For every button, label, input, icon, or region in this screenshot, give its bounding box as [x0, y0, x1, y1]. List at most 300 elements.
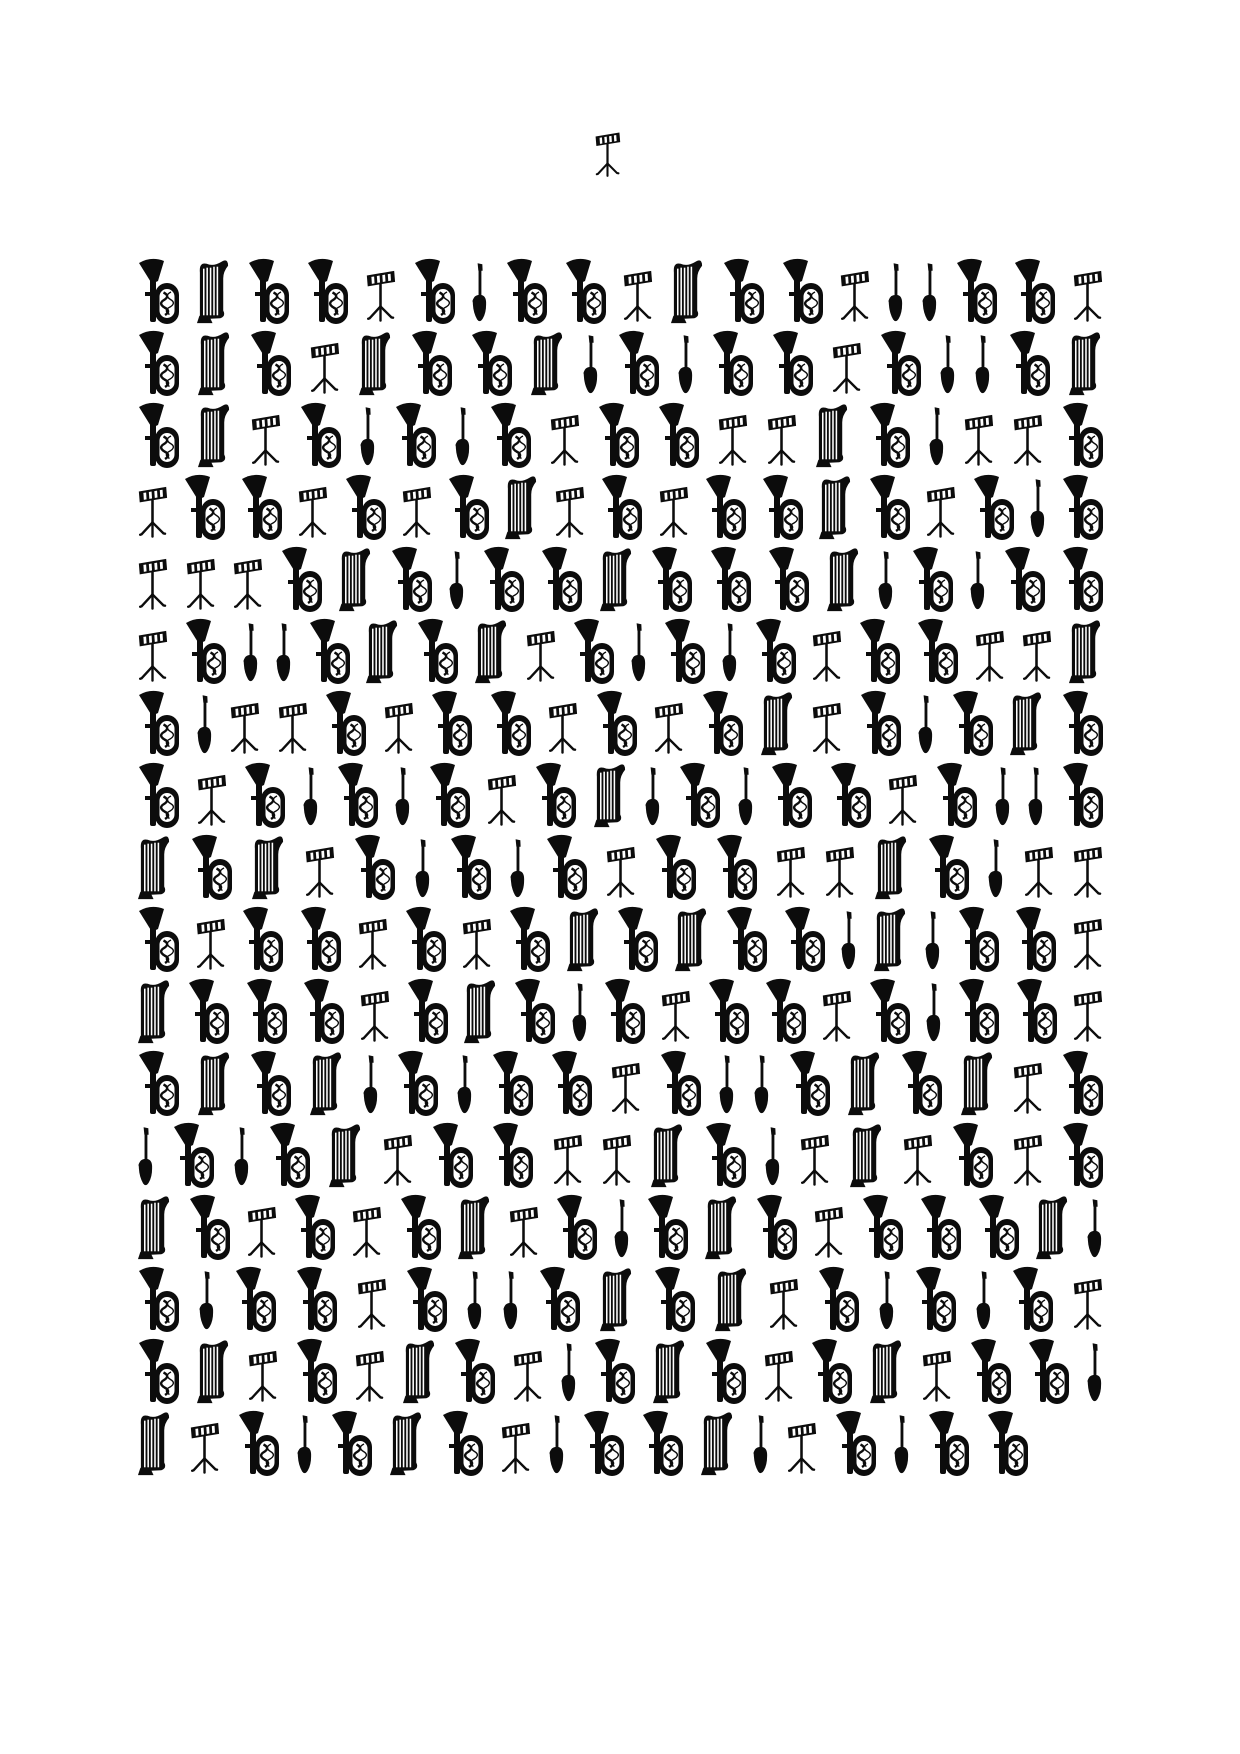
tuba-icon: [754, 618, 796, 684]
music-stand-icon: [351, 1203, 382, 1260]
harp-icon: [566, 906, 601, 972]
tuba-icon: [1061, 474, 1103, 540]
tuba-icon: [137, 258, 179, 324]
music-stand-icon: [813, 1203, 844, 1260]
music-stand-icon: [768, 1275, 799, 1332]
tuba-icon: [268, 1122, 310, 1188]
music-stand-icon: [277, 699, 308, 756]
instrument-pattern-grid: [137, 252, 1103, 1476]
music-stand-icon: [549, 411, 580, 468]
tuba-icon: [353, 834, 395, 900]
harp-icon: [457, 1194, 492, 1260]
music-stand-icon: [839, 267, 870, 324]
harp-icon: [849, 1122, 884, 1188]
tuba-icon: [951, 690, 993, 756]
music-stand-icon: [383, 699, 414, 756]
tuba-icon: [308, 618, 350, 684]
tuba-icon: [430, 690, 472, 756]
electric-guitar-icon: [752, 1414, 769, 1476]
tuba-icon: [927, 834, 969, 900]
tuba-icon: [295, 1338, 337, 1404]
electric-guitar-icon: [137, 1126, 154, 1188]
tuba-icon: [650, 546, 692, 612]
tuba-icon: [249, 330, 291, 396]
electric-guitar-icon: [677, 334, 694, 396]
pattern-row-7: [137, 684, 1103, 756]
tuba-icon: [1008, 330, 1050, 396]
tuba-icon: [299, 402, 341, 468]
tuba-icon: [137, 762, 179, 828]
electric-guitar-icon: [887, 262, 904, 324]
tuba-icon: [868, 978, 910, 1044]
lone-music-stand-icon: [594, 130, 621, 178]
pattern-row-12: [137, 1044, 1103, 1116]
tuba-icon: [770, 762, 812, 828]
music-stand-icon: [658, 483, 689, 540]
harp-icon: [674, 906, 709, 972]
pattern-row-1: [137, 252, 1103, 324]
harp-icon: [652, 1338, 687, 1404]
harp-icon: [196, 1338, 231, 1404]
music-stand-icon: [137, 483, 168, 540]
electric-guitar-icon: [296, 1414, 313, 1476]
tuba-icon: [187, 978, 229, 1044]
music-stand-icon: [354, 1347, 385, 1404]
pattern-row-14: [137, 1188, 1103, 1260]
tuba-icon: [653, 1266, 695, 1332]
tuba-icon: [190, 834, 232, 900]
electric-guitar-icon: [233, 1126, 250, 1188]
tuba-icon: [413, 258, 455, 324]
tuba-icon: [1027, 1338, 1069, 1404]
tuba-icon: [505, 258, 547, 324]
tuba-icon: [1061, 546, 1103, 612]
tuba-icon: [137, 330, 179, 396]
electric-guitar-icon: [454, 406, 471, 468]
electric-guitar-icon: [925, 982, 942, 1044]
electric-guitar-icon: [1027, 766, 1044, 828]
music-stand-icon: [653, 699, 684, 756]
music-stand-icon: [1012, 1131, 1043, 1188]
tuba-icon: [416, 618, 458, 684]
music-stand-icon: [622, 267, 653, 324]
harp-icon: [704, 1194, 739, 1260]
tuba-icon: [663, 618, 705, 684]
tuba-icon: [1061, 762, 1103, 828]
pattern-row-6: [137, 612, 1103, 684]
electric-guitar-icon: [509, 838, 526, 900]
tuba-icon: [783, 906, 825, 972]
electric-guitar-icon: [644, 766, 661, 828]
electric-guitar-icon: [560, 1342, 577, 1404]
tuba-icon: [955, 258, 997, 324]
pattern-row-15: [137, 1260, 1103, 1332]
music-stand-icon: [359, 987, 390, 1044]
harp-icon: [869, 1338, 904, 1404]
tuba-icon: [1061, 402, 1103, 468]
harp-icon: [874, 834, 909, 900]
music-stand-icon: [717, 411, 748, 468]
music-stand-icon: [610, 1059, 641, 1116]
tuba-icon: [243, 762, 285, 828]
tuba-icon: [1011, 1266, 1053, 1332]
tuba-icon: [600, 474, 642, 540]
electric-guitar-icon: [394, 766, 411, 828]
music-stand-icon: [250, 411, 281, 468]
harp-icon: [960, 1050, 995, 1116]
tuba-icon: [390, 546, 432, 612]
music-stand-icon: [763, 1347, 794, 1404]
music-stand-icon: [811, 627, 842, 684]
tuba-icon: [247, 258, 289, 324]
music-stand-icon: [1072, 987, 1103, 1044]
music-stand-icon: [811, 699, 842, 756]
tuba-icon: [861, 1194, 903, 1260]
music-stand-icon: [921, 1347, 952, 1404]
tuba-icon: [1015, 978, 1057, 1044]
tuba-icon: [336, 762, 378, 828]
harp-icon: [365, 618, 400, 684]
tuba-icon: [641, 1410, 683, 1476]
harp-icon: [504, 474, 539, 540]
electric-guitar-icon: [359, 406, 376, 468]
electric-guitar-icon: [198, 1270, 215, 1332]
tuba-icon: [722, 258, 764, 324]
tuba-icon: [725, 906, 767, 972]
tuba-icon: [404, 906, 446, 972]
tuba-icon: [859, 690, 901, 756]
electric-guitar-icon: [1086, 1198, 1103, 1260]
tuba-icon: [1061, 1050, 1103, 1116]
tuba-icon: [344, 474, 386, 540]
tuba-icon: [172, 1122, 214, 1188]
electric-guitar-icon: [414, 838, 431, 900]
pattern-row-5: [137, 540, 1103, 612]
tuba-icon: [550, 1050, 592, 1116]
music-stand-icon: [605, 843, 636, 900]
tuba-icon: [911, 546, 953, 612]
music-stand-icon: [508, 1203, 539, 1260]
tuba-icon: [482, 546, 524, 612]
tuba-icon: [453, 1338, 495, 1404]
electric-guitar-icon: [242, 622, 259, 684]
electric-guitar-icon: [571, 982, 588, 1044]
tuba-icon: [957, 978, 999, 1044]
tuba-icon: [245, 978, 287, 1044]
tuba-icon: [513, 978, 555, 1044]
harp-icon: [815, 402, 850, 468]
tuba-icon: [781, 258, 823, 324]
music-stand-icon: [766, 411, 797, 468]
harp-icon: [1009, 690, 1044, 756]
harp-icon: [593, 762, 628, 828]
electric-guitar-icon: [1029, 478, 1046, 540]
electric-guitar-icon: [502, 1270, 519, 1332]
harp-icon: [599, 1266, 634, 1332]
tuba-icon: [771, 330, 813, 396]
harp-icon: [389, 1410, 424, 1476]
tuba-icon: [707, 978, 749, 1044]
tuba-icon: [410, 330, 452, 396]
tuba-icon: [137, 402, 179, 468]
harp-icon: [251, 834, 286, 900]
tuba-icon: [704, 1338, 746, 1404]
pattern-row-13: [137, 1116, 1103, 1188]
electric-guitar-icon: [974, 334, 991, 396]
tuba-icon: [188, 1194, 230, 1260]
tuba-icon: [428, 762, 470, 828]
electric-guitar-icon: [928, 406, 945, 468]
tuba-icon: [306, 258, 348, 324]
music-stand-icon: [1072, 1275, 1103, 1332]
tuba-icon: [399, 1194, 441, 1260]
tuba-icon: [470, 330, 512, 396]
tuba-icon: [788, 1050, 830, 1116]
tuba-icon: [324, 690, 366, 756]
harp-icon: [358, 330, 393, 396]
tuba-icon: [184, 618, 226, 684]
electric-guitar-icon: [582, 334, 599, 396]
tuba-icon: [431, 1122, 473, 1188]
electric-guitar-icon: [737, 766, 754, 828]
tuba-icon: [767, 546, 809, 612]
music-stand-icon: [195, 915, 226, 972]
tuba-icon: [405, 1266, 447, 1332]
electric-guitar-icon: [969, 550, 986, 612]
music-stand-icon: [963, 411, 994, 468]
harp-icon: [338, 546, 373, 612]
music-stand-icon: [185, 555, 216, 612]
music-stand-icon: [601, 1131, 632, 1188]
harp-icon: [328, 1122, 363, 1188]
tuba-icon: [394, 402, 436, 468]
harp-icon: [826, 546, 861, 612]
electric-guitar-icon: [764, 1126, 781, 1188]
tuba-icon: [977, 1194, 1019, 1260]
tuba-icon: [659, 1050, 701, 1116]
harp-icon: [196, 258, 231, 324]
tuba-icon: [508, 906, 550, 972]
music-stand-icon: [309, 339, 340, 396]
electric-guitar-icon: [975, 1270, 992, 1332]
music-stand-icon: [775, 843, 806, 900]
tuba-icon: [540, 546, 582, 612]
electric-guitar-icon: [448, 550, 465, 612]
tuba-icon: [1061, 690, 1103, 756]
tuba-icon: [810, 1338, 852, 1404]
tuba-icon: [249, 1050, 291, 1116]
electric-guitar-icon: [1086, 1342, 1103, 1404]
music-stand-icon: [512, 1347, 543, 1404]
harp-icon: [197, 402, 232, 468]
music-stand-icon: [365, 267, 396, 324]
music-stand-icon: [486, 771, 517, 828]
electric-guitar-icon: [721, 622, 738, 684]
tuba-icon: [829, 762, 871, 828]
music-stand-icon: [824, 843, 855, 900]
electric-guitar-icon: [878, 1270, 895, 1332]
harp-icon: [847, 1050, 882, 1116]
tuba-icon: [491, 1050, 533, 1116]
electric-guitar-icon: [987, 838, 1004, 900]
tuba-icon: [534, 762, 576, 828]
tuba-icon: [900, 1050, 942, 1116]
tuba-icon: [489, 690, 531, 756]
tuba-icon: [654, 834, 696, 900]
tuba-icon: [597, 402, 639, 468]
music-stand-icon: [1012, 1059, 1043, 1116]
tuba-icon: [868, 402, 910, 468]
tuba-icon: [764, 978, 806, 1044]
music-stand-icon: [1021, 627, 1052, 684]
harp-icon: [650, 1122, 685, 1188]
tuba-icon: [538, 1266, 580, 1332]
electric-guitar-icon: [924, 910, 941, 972]
tuba-icon: [711, 330, 753, 396]
tuba-icon: [582, 1410, 624, 1476]
music-stand-icon: [189, 1419, 220, 1476]
harp-icon: [530, 330, 565, 396]
tuba-icon: [761, 474, 803, 540]
music-stand-icon: [902, 1131, 933, 1188]
tuba-icon: [183, 474, 225, 540]
tuba-icon: [972, 474, 1014, 540]
music-stand-icon: [304, 843, 335, 900]
music-stand-icon: [831, 339, 862, 396]
tuba-icon: [603, 978, 645, 1044]
music-stand-icon: [525, 627, 556, 684]
music-stand-icon: [401, 483, 432, 540]
harp-icon: [760, 690, 795, 756]
music-stand-icon: [1023, 843, 1054, 900]
tuba-icon: [1013, 258, 1055, 324]
electric-guitar-icon: [718, 1054, 735, 1116]
tuba-icon: [834, 1410, 876, 1476]
harp-icon: [474, 618, 509, 684]
harp-icon: [463, 978, 498, 1044]
tuba-icon: [1014, 906, 1056, 972]
pattern-row-11: [137, 972, 1103, 1044]
tuba-icon: [330, 1410, 372, 1476]
tuba-icon: [564, 258, 606, 324]
harp-icon: [700, 1410, 735, 1476]
tuba-icon: [704, 474, 746, 540]
tuba-icon: [555, 1194, 597, 1260]
electric-guitar-icon: [921, 262, 938, 324]
tuba-icon: [441, 1410, 483, 1476]
harp-icon: [197, 330, 232, 396]
pattern-row-2: [137, 324, 1103, 396]
music-stand-icon: [887, 771, 918, 828]
tuba-icon: [951, 1122, 993, 1188]
music-stand-icon: [799, 1131, 830, 1188]
tuba-icon: [986, 1410, 1028, 1476]
music-stand-icon: [1012, 411, 1043, 468]
electric-guitar-icon: [939, 334, 956, 396]
tuba-icon: [709, 546, 751, 612]
harp-icon: [137, 834, 172, 900]
electric-guitar-icon: [753, 1054, 770, 1116]
music-stand-icon: [1072, 843, 1103, 900]
music-stand-icon: [821, 987, 852, 1044]
pattern-row-9: [137, 828, 1103, 900]
music-stand-icon: [1072, 915, 1103, 972]
music-stand-icon: [1072, 267, 1103, 324]
harp-icon: [1068, 618, 1103, 684]
music-stand-icon: [500, 1419, 531, 1476]
harp-icon: [137, 1194, 172, 1260]
music-stand-icon: [246, 1203, 277, 1260]
music-stand-icon: [196, 771, 227, 828]
tuba-icon: [137, 1338, 179, 1404]
music-stand-icon: [461, 915, 492, 972]
tuba-icon: [701, 690, 743, 756]
tuba-icon: [678, 762, 720, 828]
electric-guitar-icon: [840, 910, 857, 972]
tuba-icon: [879, 330, 921, 396]
music-stand-icon: [356, 1275, 387, 1332]
pattern-row-10: [137, 900, 1103, 972]
tuba-icon: [1003, 546, 1045, 612]
tuba-icon: [927, 1410, 969, 1476]
harp-icon: [1035, 1194, 1070, 1260]
music-stand-icon: [925, 483, 956, 540]
tuba-icon: [616, 906, 658, 972]
electric-guitar-icon: [877, 550, 894, 612]
tuba-icon: [293, 1194, 335, 1260]
electric-guitar-icon: [548, 1414, 565, 1476]
tuba-icon: [489, 402, 531, 468]
music-stand-icon: [554, 483, 585, 540]
tuba-icon: [572, 618, 614, 684]
tuba-icon: [817, 1266, 859, 1332]
tuba-icon: [657, 402, 699, 468]
music-stand-icon: [297, 483, 328, 540]
electric-guitar-icon: [466, 1270, 483, 1332]
pattern-row-4: [137, 468, 1103, 540]
music-stand-icon: [137, 627, 168, 684]
tuba-icon: [240, 474, 282, 540]
tuba-icon: [593, 1338, 635, 1404]
harp-icon: [402, 1338, 437, 1404]
tuba-icon: [137, 906, 179, 972]
tuba-icon: [241, 906, 283, 972]
tuba-icon: [137, 1266, 179, 1332]
electric-guitar-icon: [893, 1414, 910, 1476]
music-stand-icon: [382, 1131, 413, 1188]
music-stand-icon: [974, 627, 1005, 684]
tuba-icon: [595, 690, 637, 756]
electric-guitar-icon: [196, 694, 213, 756]
music-stand-icon: [786, 1419, 817, 1476]
tuba-icon: [704, 1122, 746, 1188]
music-stand-icon: [137, 555, 168, 612]
tuba-icon: [617, 330, 659, 396]
tuba-icon: [858, 618, 900, 684]
tuba-icon: [137, 690, 179, 756]
music-stand-icon: [247, 1347, 278, 1404]
harp-icon: [309, 1050, 344, 1116]
tuba-icon: [234, 1266, 276, 1332]
electric-guitar-icon: [302, 766, 319, 828]
harp-icon: [137, 978, 172, 1044]
pattern-row-17: [137, 1404, 1103, 1476]
harp-icon: [137, 1410, 172, 1476]
electric-guitar-icon: [471, 262, 488, 324]
tuba-icon: [755, 1194, 797, 1260]
tuba-icon: [545, 834, 587, 900]
tuba-icon: [295, 1266, 337, 1332]
